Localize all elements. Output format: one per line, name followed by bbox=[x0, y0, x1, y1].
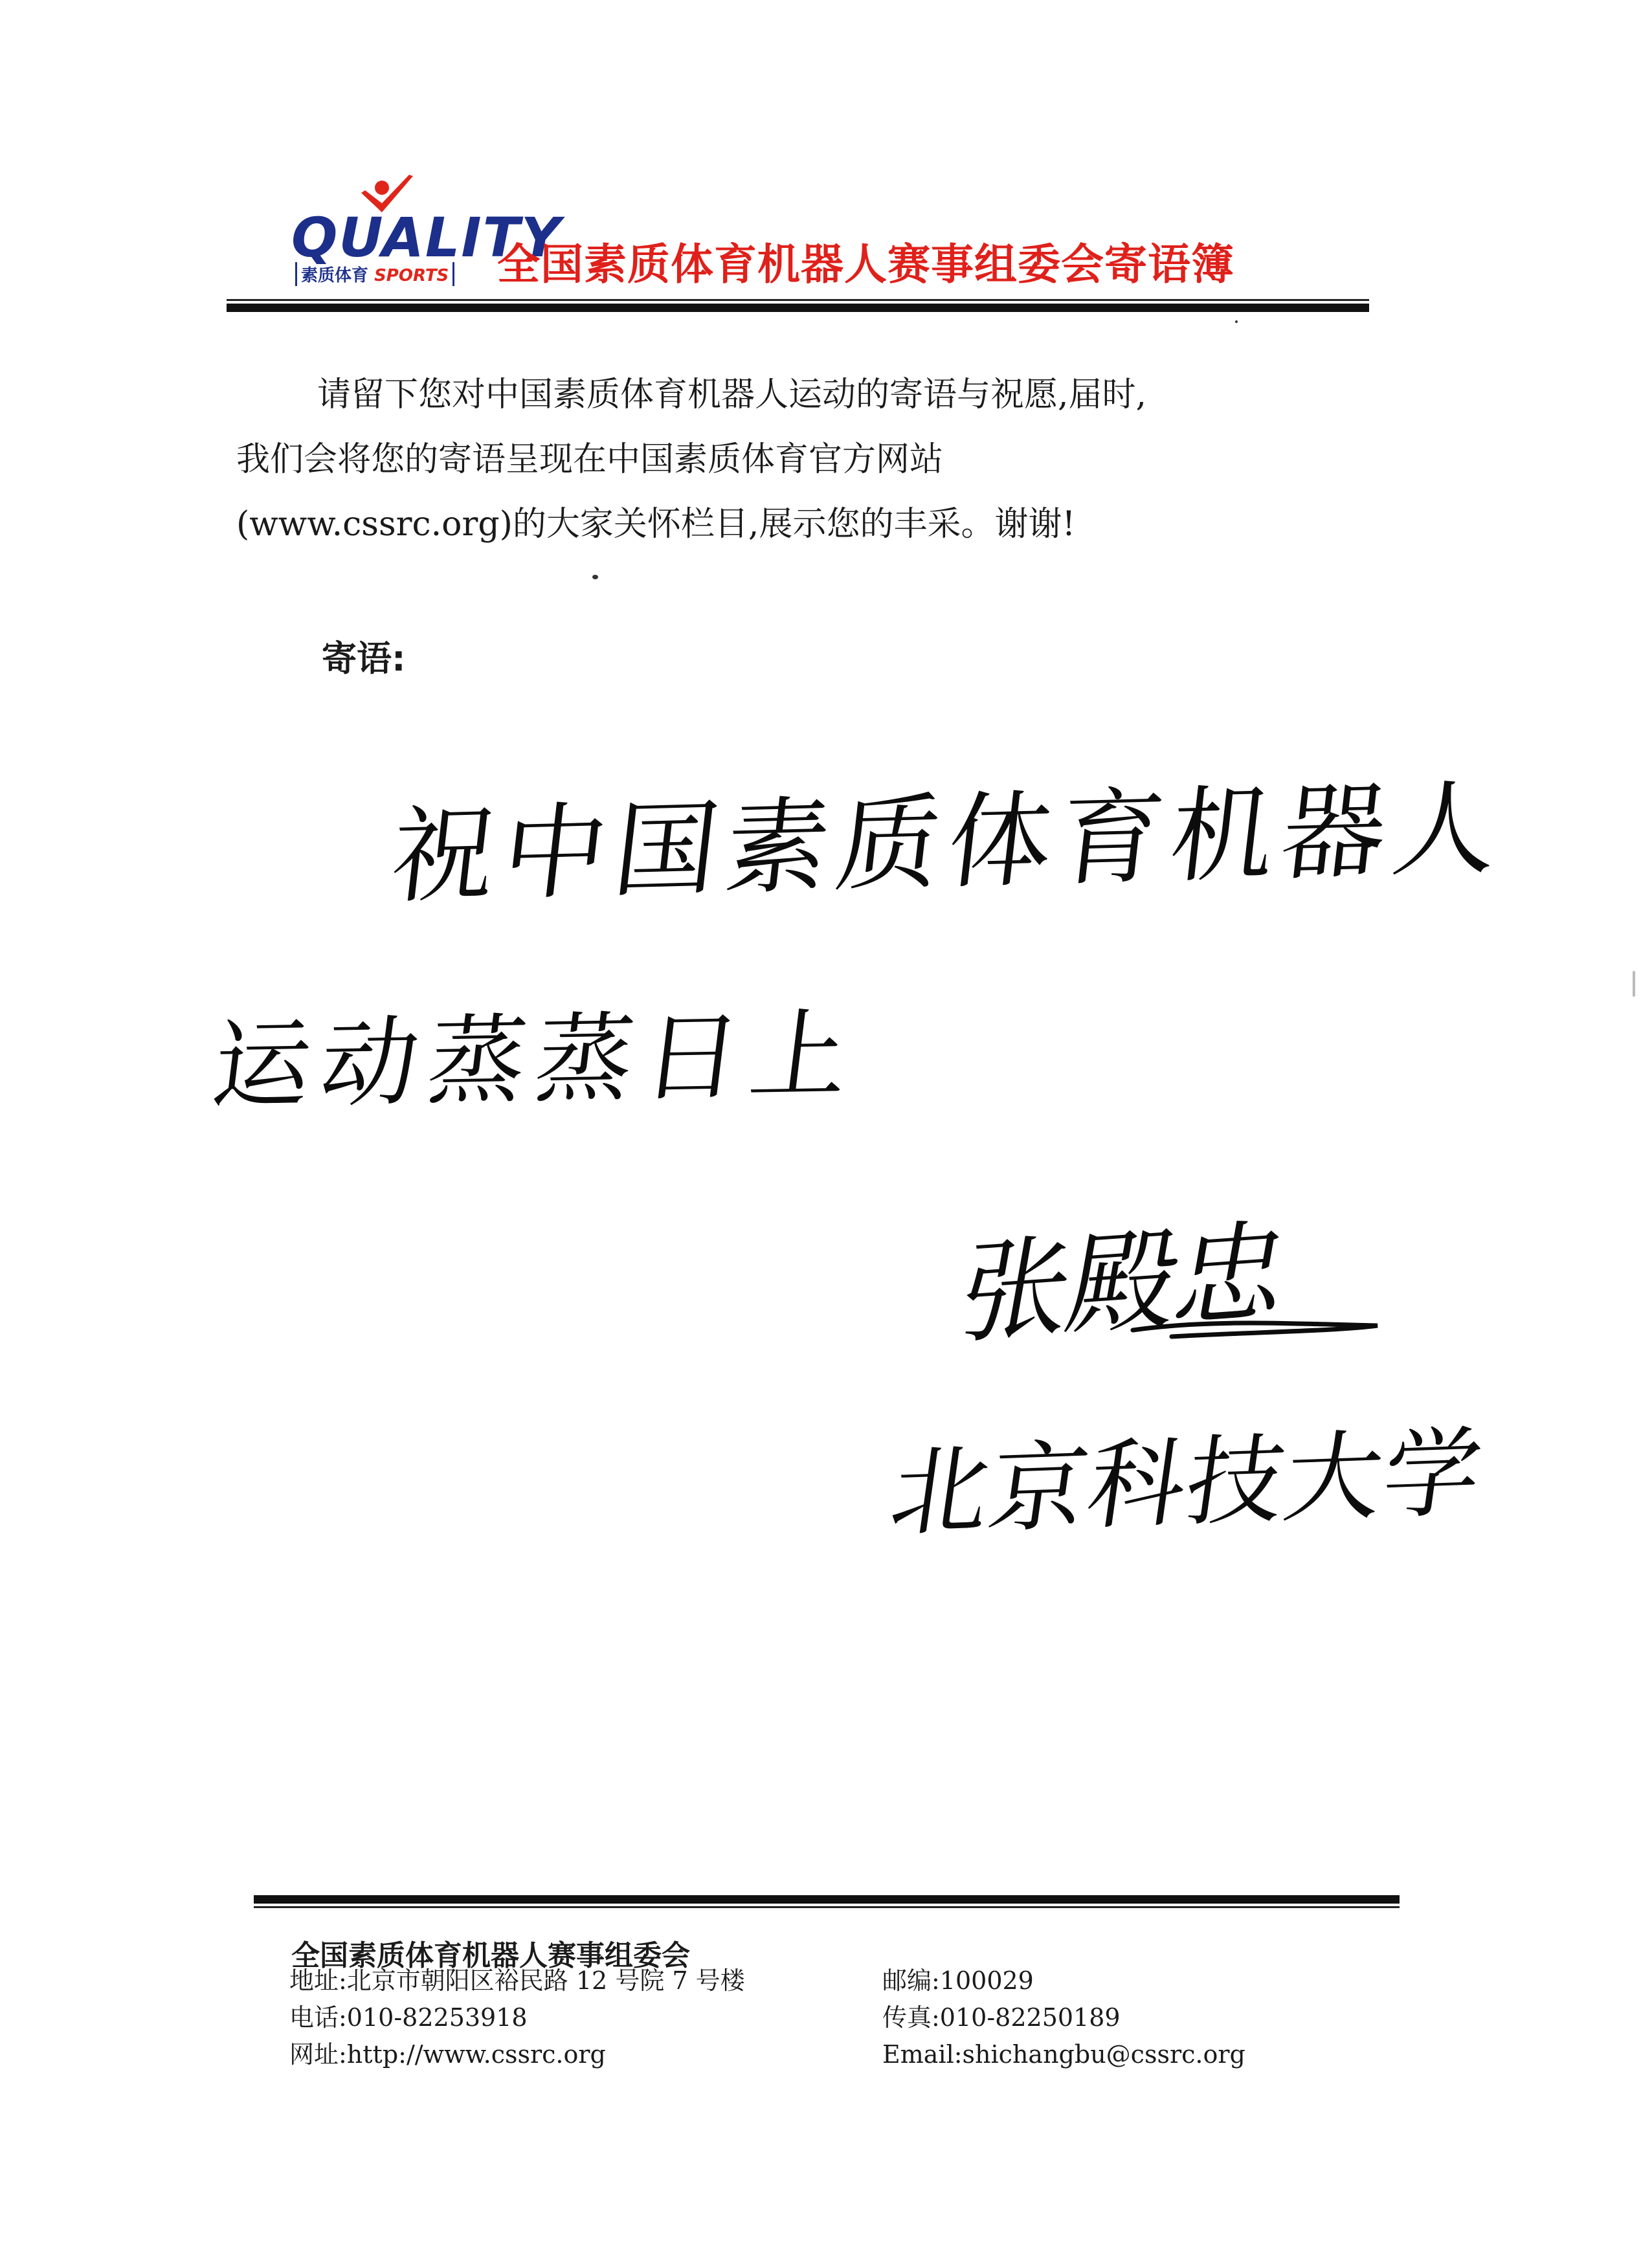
header-divider-thin bbox=[227, 299, 1369, 301]
footer-contact-right bbox=[882, 1962, 1245, 2073]
footer-postcode: 邮编:100029 bbox=[882, 1966, 1034, 1995]
footer-contact-left bbox=[289, 1962, 745, 2073]
intro-line-1: 请留下您对中国素质体育机器人运动的寄语与祝愿,届时, bbox=[317, 375, 1147, 414]
page-title: 全国素质体育机器人赛事组委会寄语簿 bbox=[497, 239, 1234, 289]
logo-tag-cn: 素质体育 bbox=[301, 266, 369, 285]
footer-organization: 全国素质体育机器人赛事组委会 bbox=[291, 1939, 690, 1972]
intro-paragraph bbox=[236, 362, 1401, 557]
handwritten-organization: 北京科技大学 bbox=[884, 1416, 1490, 1551]
handwritten-signature: 张殿忠 bbox=[950, 1206, 1295, 1360]
scan-edge-mark bbox=[1633, 971, 1635, 997]
footer-website: 网址:http://www.cssrc.org bbox=[289, 2040, 606, 2069]
logo-tag-en: SPORTS bbox=[374, 266, 449, 285]
footer-divider-thin bbox=[254, 1906, 1400, 1908]
footer-email: Email:shichangbu@cssrc.org bbox=[882, 2040, 1245, 2069]
scan-speck bbox=[592, 575, 598, 579]
logo-tagline bbox=[295, 262, 454, 286]
logo-figure-head-icon bbox=[375, 181, 389, 195]
footer-fax: 传真:010-82250189 bbox=[882, 2003, 1121, 2032]
footer-address: 地址:北京市朝阳区裕民路 12 号院 7 号楼 bbox=[289, 1966, 745, 1995]
handwritten-line-2: 运动蒸蒸日上 bbox=[206, 998, 865, 1123]
intro-line-2: 我们会将您的寄语呈现在中国素质体育官方网站 bbox=[236, 440, 944, 479]
logo-wordmark: QUALITY bbox=[291, 206, 562, 269]
header-divider-thick bbox=[227, 304, 1369, 312]
footer-phone: 电话:010-82253918 bbox=[289, 2003, 528, 2032]
handwritten-line-1: 祝中国素质体育机器人 bbox=[385, 767, 1512, 918]
intro-line-3: (www.cssrc.org)的大家关怀栏目,展示您的丰采。谢谢! bbox=[236, 505, 1076, 544]
signature-flourish-icon bbox=[977, 1204, 1405, 1372]
scan-speck bbox=[1235, 320, 1238, 323]
footer-divider-thick bbox=[254, 1895, 1400, 1904]
message-label: 寄语: bbox=[322, 638, 406, 679]
